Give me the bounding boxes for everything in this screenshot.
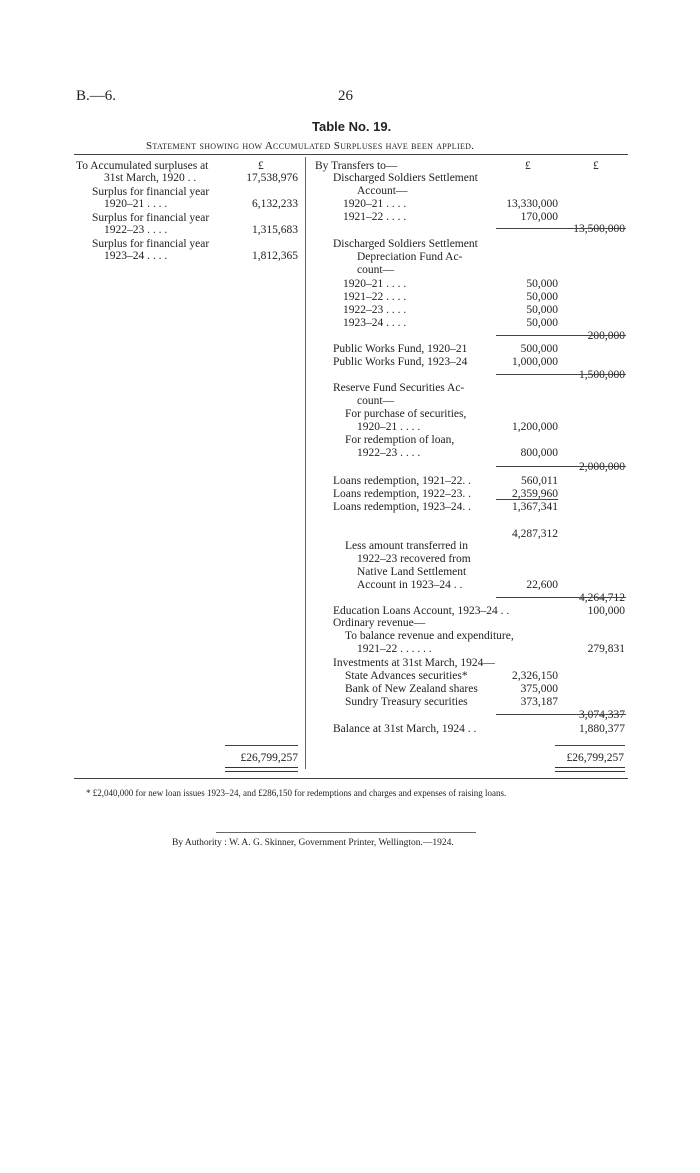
right-line-label: 1922–23 recovered from (357, 553, 471, 565)
right-line-label: count— (357, 264, 395, 276)
right-line-subtotal: 560,011 (521, 475, 558, 487)
left-line-label: 1923–24 . . . . (104, 250, 168, 262)
right-line-subtotal: 500,000 (520, 343, 558, 355)
left-line-label: Surplus for financial year (92, 186, 210, 198)
right-line-total: 200,000 (587, 330, 625, 342)
right-total-rule (555, 745, 625, 746)
left-total-rule (225, 745, 298, 746)
right-line-subtotal: 22,600 (526, 579, 558, 591)
right-line-label: Native Land Settlement (357, 566, 467, 578)
right-line-label: Public Works Fund, 1923–24 (333, 356, 468, 368)
right-line-label: 1920–21 . . . . (357, 421, 421, 433)
right-line-label: Loans redemption, 1922–23. . (333, 488, 471, 500)
right-line-total: 13,500,000 (573, 223, 625, 235)
left-line-value: 17,538,976 (246, 172, 298, 184)
left-line-value: 1,315,683 (252, 224, 298, 236)
right-currency-inner: £ (525, 160, 531, 172)
right-total-double-rule (555, 767, 625, 772)
right-line-label: Loans redemption, 1921–22. . (333, 475, 471, 487)
right-line-label: For purchase of securities, (345, 408, 467, 420)
right-line-label: Reserve Fund Securities Ac- (333, 382, 465, 394)
footer-rule (74, 778, 628, 779)
right-line-subtotal: 170,000 (520, 211, 558, 223)
right-line-label: 1922–23 . . . . (343, 304, 407, 316)
right-line-label: 1921–22 . . . . (343, 211, 407, 223)
right-line-total: 3,074,337 (579, 709, 625, 721)
right-line-label: Bank of New Zealand shares (345, 683, 478, 695)
right-line-subtotal: 13,330,000 (506, 198, 558, 210)
right-line-label: Balance at 31st March, 1924 . . (333, 723, 477, 735)
left-line-label: Surplus for financial year (92, 238, 210, 250)
subtotal-rule (496, 466, 626, 467)
right-line-label: 1920–21 . . . . (343, 278, 407, 290)
left-line-label: To Accumulated surpluses at (76, 160, 209, 172)
right-line-subtotal: 1,000,000 (512, 356, 558, 368)
right-line-total: 4,264,712 (579, 592, 625, 604)
right-line-subtotal: 50,000 (526, 304, 558, 316)
right-line-label: Ordinary revenue— (333, 617, 426, 629)
subtotal-rule (496, 374, 626, 375)
right-line-label: Education Loans Account, 1923–24 . . (333, 605, 510, 617)
right-line-label: count— (357, 395, 395, 407)
imprint-rule (216, 832, 476, 833)
right-line-label: For redemption of loan, (345, 434, 455, 446)
left-line-label: 1920–21 . . . . (104, 198, 168, 210)
left-line-label: 31st March, 1920 . . (104, 172, 197, 184)
right-line-label: Account— (357, 185, 408, 197)
right-line-label: Depreciation Fund Ac- (357, 251, 463, 263)
right-line-label: State Advances securities* (345, 670, 468, 682)
right-line-subtotal: 50,000 (526, 278, 558, 290)
right-line-subtotal: 373,187 (520, 696, 558, 708)
header-rule (74, 154, 628, 155)
left-total: £26,799,257 (240, 752, 298, 764)
document-reference: B.—6. (76, 88, 117, 104)
column-divider (305, 157, 306, 769)
right-line-subtotal: 1,367,341 (512, 501, 558, 513)
right-line-subtotal: 1,200,000 (512, 421, 558, 433)
left-line-label: 1922–23 . . . . (104, 224, 168, 236)
right-line-label: To balance revenue and expenditure, (345, 630, 514, 642)
table-title: Table No. 19. (312, 119, 392, 134)
page-number: 26 (338, 88, 353, 104)
subtotal-rule (496, 335, 626, 336)
right-line-subtotal: 50,000 (526, 317, 558, 329)
right-line-total: 279,831 (587, 643, 625, 655)
right-line-label: By Transfers to— (315, 160, 398, 172)
right-line-subtotal: 50,000 (526, 291, 558, 303)
right-currency-outer: £ (593, 160, 599, 172)
right-line-label: Discharged Soldiers Settlement (333, 238, 478, 250)
footnote: * £2,040,000 for new loan issues 1923–24, and £286,150 for redemptions and charges and expenses of raising loans. (86, 788, 507, 798)
subtotal-rule (496, 228, 626, 229)
right-line-subtotal: 2,326,150 (512, 670, 558, 682)
right-line-total: 1,880,377 (579, 723, 625, 735)
subtotal-rule (496, 714, 626, 715)
left-total-double-rule (225, 767, 298, 772)
right-line-subtotal: 4,287,312 (512, 528, 558, 540)
right-line-subtotal: 375,000 (520, 683, 558, 695)
subtotal-rule (496, 499, 558, 500)
statement-title: Statement showing how Accumulated Surpluses have been applied. (146, 140, 475, 152)
right-line-total: 1,500,000 (579, 369, 625, 381)
left-line-value: 6,132,233 (252, 198, 298, 210)
left-line-label: Surplus for financial year (92, 212, 210, 224)
right-line-label: 1920–21 . . . . (343, 198, 407, 210)
right-line-total: 100,000 (587, 605, 625, 617)
right-line-subtotal: 800,000 (520, 447, 558, 459)
right-line-label: Investments at 31st March, 1924— (333, 657, 495, 669)
right-line-label: Public Works Fund, 1920–21 (333, 343, 468, 355)
left-line-value: 1,812,365 (252, 250, 298, 262)
right-line-subtotal: 2,359,960 (512, 488, 558, 500)
imprint: By Authority : W. A. G. Skinner, Government Printer, Wellington.—1924. (172, 838, 454, 848)
right-total: £26,799,257 (566, 752, 624, 764)
right-line-label: Less amount transferred in (345, 540, 468, 552)
right-line-label: 1921–22 . . . . . . (357, 643, 432, 655)
right-line-label: Sundry Treasury securities (345, 696, 468, 708)
right-line-label: 1922–23 . . . . (357, 447, 421, 459)
right-line-label: 1923–24 . . . . (343, 317, 407, 329)
right-line-label: Account in 1923–24 . . (357, 579, 463, 591)
right-line-label: 1921–22 . . . . (343, 291, 407, 303)
subtotal-rule (496, 597, 626, 598)
left-currency: £ (258, 160, 264, 172)
right-line-total: 2,000,000 (579, 461, 625, 473)
right-line-label: Discharged Soldiers Settlement (333, 172, 478, 184)
right-line-label: Loans redemption, 1923–24. . (333, 501, 471, 513)
